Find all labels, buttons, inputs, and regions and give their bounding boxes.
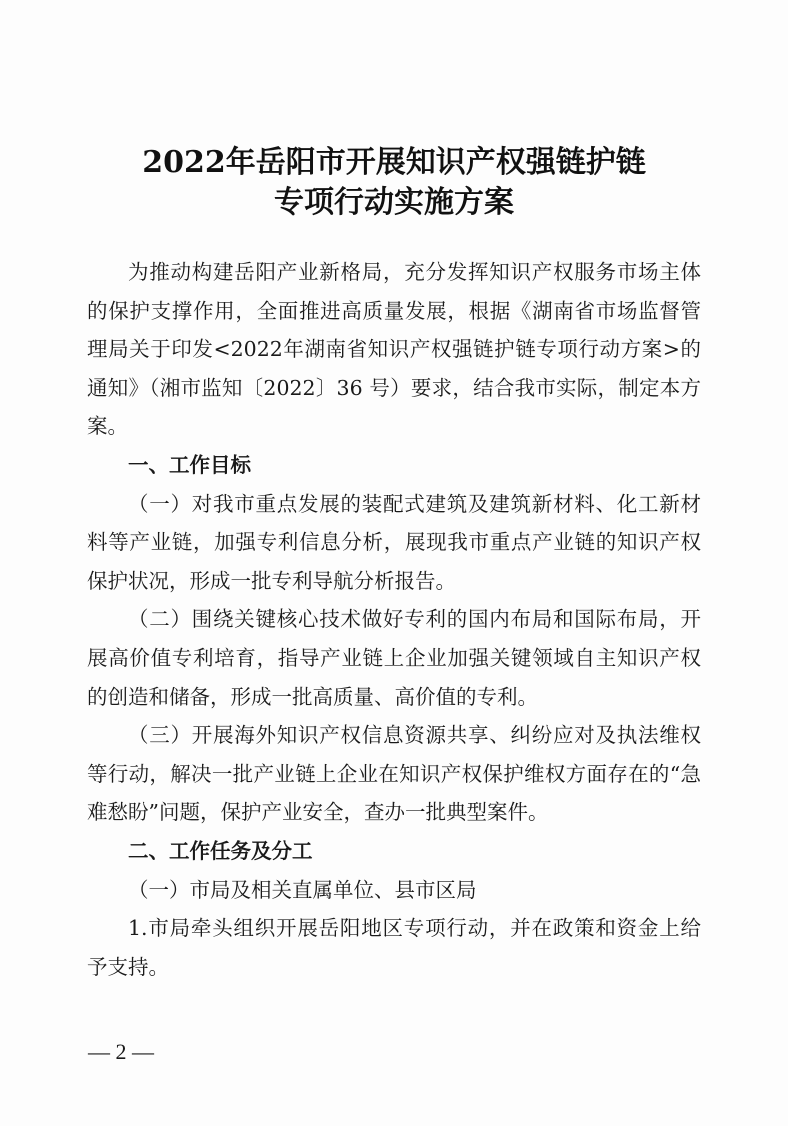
document-title-line1: 2022年岳阳市开展知识产权强链护链 (142, 145, 646, 180)
goal-paragraph-2: （二）围绕关键核心技术做好专利的国内布局和国际布局，开展高价值专利培育，指导产业链上企业加强关键领域自主知识产权的创造和储备，形成一批高质量、高价值的专利。 (87, 607, 701, 709)
goal-paragraph-1: （一）对我市重点发展的装配式建筑及建筑新材料、化工新材料等产业链，加强专利信息分析，展现我市重点产业链的知识产权保护状况，形成一批专利导航分析报告。 (87, 491, 701, 593)
document-title-line2: 专项行动实施方案 (274, 185, 514, 220)
intro-paragraph: 为推动构建岳阳产业新格局，充分发挥知识产权服务市场主体的保护支撑作用，全面推进高质量发展，根据《湖南省市场监督管理局关于印发<2022年湖南省知识产权强链护链专项行动方案>的通知》（湘市监知〔2022〕36 号）要求，结合我市实际，制定本方案。 (87, 260, 701, 439)
task-item-1: 1.市局牵头组织开展岳阳地区专项行动，并在政策和资金上给予支持。 (87, 916, 701, 979)
page-number: — 2 — (88, 1039, 154, 1064)
section-heading-tasks: 二、工作任务及分工 (128, 838, 313, 863)
goal-paragraph-3: （三）开展海外知识产权信息资源共享、纠纷应对及执法维权等行动，解决一批产业链上企业在知识产权保护维权方面存在的“急难愁盼”问题，保护产业安全，查办一批典型案件。 (87, 723, 701, 825)
document-body (87, 253, 701, 986)
section-heading-goals: 一、工作目标 (128, 452, 251, 477)
task-subheading-1: （一）市局及相关直属单位、县市区局 (128, 877, 477, 902)
